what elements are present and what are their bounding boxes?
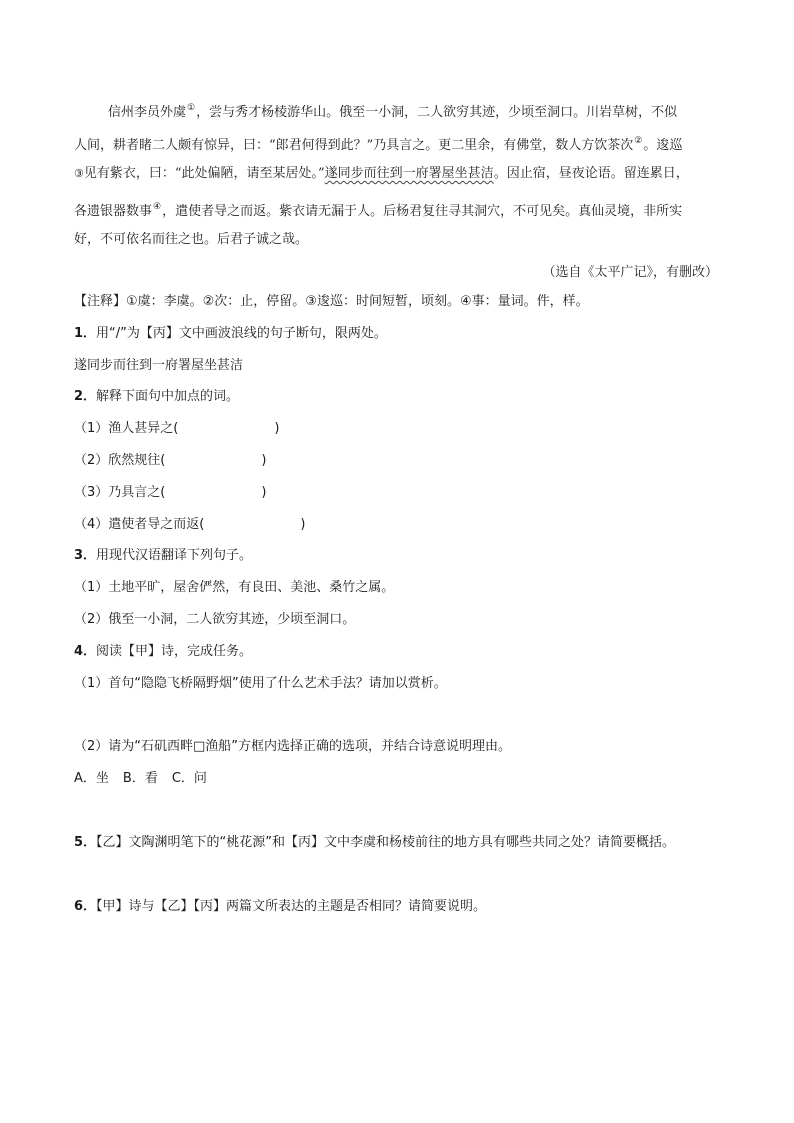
question-3-item: （2）俄至一小洞，二人欲穷其迹，少顷至洞口。 <box>74 612 356 627</box>
question-2-item: （3）乃具言之( ) <box>74 485 267 500</box>
option-c[interactable]: C．问 <box>171 771 207 786</box>
passage-source: （选自《太平广记》，有删改） <box>542 265 718 280</box>
question-4: 4．阅读【甲】诗，完成任务。 <box>74 644 253 659</box>
footnote-marker: ② <box>634 136 643 146</box>
wavy-underlined-sentence: 遂同步而往到一府署屋坐甚洁 <box>324 166 494 181</box>
option-b[interactable]: B．看 <box>122 771 158 786</box>
question-4-sub2: （2）请为“石矶西畔□渔船”方框内选择正确的选项，并结合诗意说明理由。 <box>74 739 512 754</box>
question-6: 6．【甲】诗与【乙】【丙】两篇文所表达的主题是否相同？请简要说明。 <box>74 899 487 914</box>
passage-line: 各遗银器数事④，遣使者导之而返。紫衣请无漏于人。后杨君复往寻其洞穴，不可见矣。真仙灵境，非所实 <box>74 202 683 219</box>
classical-passage <box>74 98 744 263</box>
question-3-item: （1）土地平旷，屋舍俨然，有良田、美池、桑竹之属。 <box>74 580 395 595</box>
question-2-item: （4）遣使者导之而返( ) <box>74 517 306 532</box>
option-a[interactable]: A．坐 <box>74 771 109 786</box>
passage-line: 信州李员外虞①，尝与秀才杨棱游华山。俄至一小洞，二人欲穷其迹，少顷至洞口。川岩草树，不似 <box>108 103 678 120</box>
question-5: 5．【乙】文陶渊明笔下的“桃花源”和【丙】文中李虞和杨棱前往的地方具有哪些共同之处？请简要概括。 <box>74 835 676 850</box>
question-3: 3．用现代汉语翻译下列句子。 <box>74 548 253 563</box>
question-1-sentence[interactable]: 遂同步而往到一府署屋坐甚洁 <box>74 358 244 373</box>
question-2-item: （2）欣然规往( ) <box>74 453 267 468</box>
footnote-marker: ④ <box>153 202 162 212</box>
passage-line: ③见有紫衣，曰：“此处偏陋，请至某居处。”遂同步而往到一府署屋坐甚洁。因止宿，昼夜论语。留连累日， <box>74 166 689 181</box>
question-4-sub1: （1）首句“隐隐飞桥隔野烟”使用了什么艺术手法？请加以赏析。 <box>74 676 447 691</box>
question-2-item: （1）渔人甚异之( ) <box>74 421 280 436</box>
notes: 【注释】①虞：李虞。②次：止，停留。③逡巡：时间短暂，顷刻。④事：量词。件，样。 <box>74 294 589 309</box>
passage-line: 好，不可依名而往之也。后君子诚之哉。 <box>74 232 309 247</box>
question-2: 2．解释下面句中加点的词。 <box>74 389 240 404</box>
footnote-marker: ③ <box>74 167 84 180</box>
passage-line: 人间，耕者睹二人颇有惊异，曰：“郎君何得到此？”乃具言之。更二里余，有佛堂，数人方饮茶次②。逡巡 <box>74 136 683 153</box>
question-1: 1．用“/”为【丙】文中画波浪线的句子断句，限两处。 <box>74 326 387 341</box>
question-4-options <box>74 769 221 789</box>
footnote-marker: ① <box>187 103 196 113</box>
